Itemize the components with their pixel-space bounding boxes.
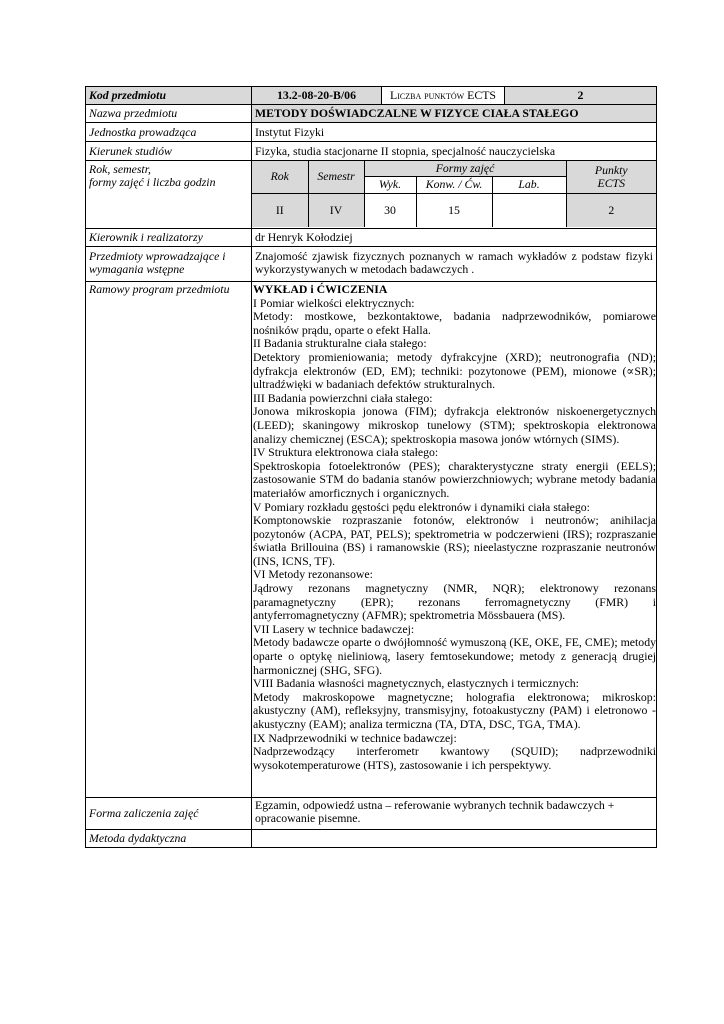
course-name-value: METODY DOŚWIADCZALNE W FIZYCE CIAŁA STAŁEGO [252,105,657,123]
konw-header: Konw. / Ćw. [416,176,492,193]
program-line: IV Struktura elektronowa ciała stałego: [253,445,439,460]
direction-row [86,142,657,161]
hours-row [86,161,657,229]
hours-cell [252,161,657,229]
kierownik-value: dr Henryk Kołodziej [252,229,657,247]
program-line: Detektory promieniowania; metody dyfrakcyjne (XRD); neutronografia (ND); dyfrakcja elektronów (ED, EM); techniki: pozytonowe (PEM), mionowe (∝SR); ultradźwięki w badaniach defektów strukturalnych. [253,349,656,392]
name-row [86,105,657,123]
rok-value: II [252,193,308,227]
year-label-line-2: formy zajęć i liczba godzin [89,174,216,189]
rok-header: Rok [252,161,308,193]
kierownik-label: Kierownik i realizatorzy [86,229,252,247]
program-line: IX Nadprzewodniki w technice badawczej: [253,730,457,745]
direction-value: Fizyka, studia stacjonarne II stopnia, specjalność nauczycielska [252,142,657,161]
metoda-row [86,830,657,848]
forma-row [86,798,657,830]
program-line: II Badania strukturalne ciała stałego: [253,336,427,351]
program-line: VI Metody rezonansowe: [253,567,373,582]
course-syllabus [85,86,656,848]
year-semester-label [86,161,252,229]
ects-value: 2 [505,87,657,105]
year-label-line-1: Rok, semestr, [89,162,151,176]
program-line: Metody: mostkowe, bezkontaktowe, badania nadprzewodników, pomiarowe nośników prądu, oparte o efekt Halla. [253,309,656,337]
program-line: Metody badawcze oparte o dwójłomność wymuszoną (KE, OKE, FE, CME); metody oparte o optykę nieliniową, lasery femtosekundowe; metody z generacją drugiej harmonicznej (SHG, SFG). [253,635,656,677]
program-label: Ramowy program przedmiotu [86,282,252,798]
ects-label: Liczba punktów ECTS [382,87,505,105]
metoda-label: Metoda dydaktyczna [86,830,252,848]
program-line: Spektroskopia fotoelektronów (PES); charakterystyczne straty energii (EELS); zastosowanie STM do badania stanów powierzchniowych; wybrane metody badania materiałów amorficznych i organicznych. [253,458,656,500]
program-content [252,282,657,798]
semestr-value: IV [308,193,364,227]
direction-label: Kierunek studiów [86,142,252,161]
kierownik-row [86,229,657,247]
program-line: Jądrowy rezonans magnetyczny (NMR, NQR); elektronowy rezonans paramagnetyczny (EPR); rezonans ferromagnetyczny (FMR) i antyferromagnetyczny (AFMR); spektrometria Mössbauera (MS). [253,581,656,623]
unit-row [86,123,657,142]
prereq-value: Znajomość zjawisk fizycznych poznanych w ramach wykładów z podstaw fizyki wykorzystywanych w metodach badawczych . [252,247,657,282]
course-code-value: 13.2-08-20-B/06 [252,87,382,105]
hours-table [252,161,656,227]
program-line: Metody makroskopowe magnetyczne; holografia elektronowa; mikroskop: akustyczny (AM), refleksyjny, transmisyjny, fotoakustyczny (PAM) i eletronowo - akustyczny (EAM); analiza termiczna (TA, DTA, DSC, TGA, TMA). [253,689,656,731]
forma-label: Forma zaliczenia zajęć [86,798,252,830]
punkty-value: 2 [566,193,656,227]
program-line: Nadprzewodzący interferometr kwantowy (SQUID); nadprzewodniki wysokotemperaturowe (HTS), zastosowanie i ich perspektywy. [253,744,656,772]
punkty-header-line-1: Punkty [594,162,628,177]
program-line: VIII Badania własności magnetycznych, elastycznych i termicznych: [253,676,579,691]
syllabus-table [85,86,657,848]
prereq-row [86,247,657,282]
program-line: VII Lasery w technice badawczej: [253,621,415,636]
program-line: V Pomiary rozkładu gęstości pędu elektronów i dynamiki ciała stałego: [253,499,590,514]
program-heading: WYKŁAD i ĆWICZENIA [253,282,388,296]
program-line: Jonowa mikroskopia jonowa (FIM); dyfrakcja elektronów niskoenergetycznych (LEED); skaningowy mikroskop tunelowy (STM); spektroskopia elektronowa analizy chemicznej (ESCA); spektroskopia masowa jonów wtórnych (SIMS). [253,404,656,446]
konw-value: 15 [416,193,492,227]
prereq-label: Przedmioty wprowadzające i wymagania wstępne [86,247,252,282]
semestr-header: Semestr [308,161,364,193]
program-line: I Pomiar wielkości elektrycznych: [253,295,415,310]
course-code-label: Kod przedmiotu [86,87,252,105]
program-line: Komptonowskie rozpraszanie fotonów, elektronów i neutronów; anihilacja pozytonów (ACPA, PAT, PELS); spektrometria w podczerwieni (IRS); rozpraszanie światła Brillouina (BS) i ramanowskie (RS); nieelastyczne rozpraszanie neutronów (INS, ICNS, TF). [253,513,656,568]
header-row [86,87,657,105]
lab-value [492,193,566,227]
punkty-header-line-2: ECTS [597,175,626,190]
unit-label: Jednostka prowadząca [86,123,252,142]
program-row [86,282,657,798]
program-line: III Badania powierzchni ciała stałego: [253,390,433,405]
wyk-value: 30 [364,193,416,227]
forma-value: Egzamin, odpowiedź ustna – referowanie wybranych technik badawczych + opracowanie pisemne. [252,798,657,830]
punkty-header [566,161,656,193]
metoda-value [252,830,657,848]
unit-value: Instytut Fizyki [252,123,657,142]
lab-header: Lab. [492,176,566,193]
formy-header: Formy zajęć [364,161,566,176]
course-name-label: Nazwa przedmiotu [86,105,252,123]
wyk-header: Wyk. [364,176,416,193]
